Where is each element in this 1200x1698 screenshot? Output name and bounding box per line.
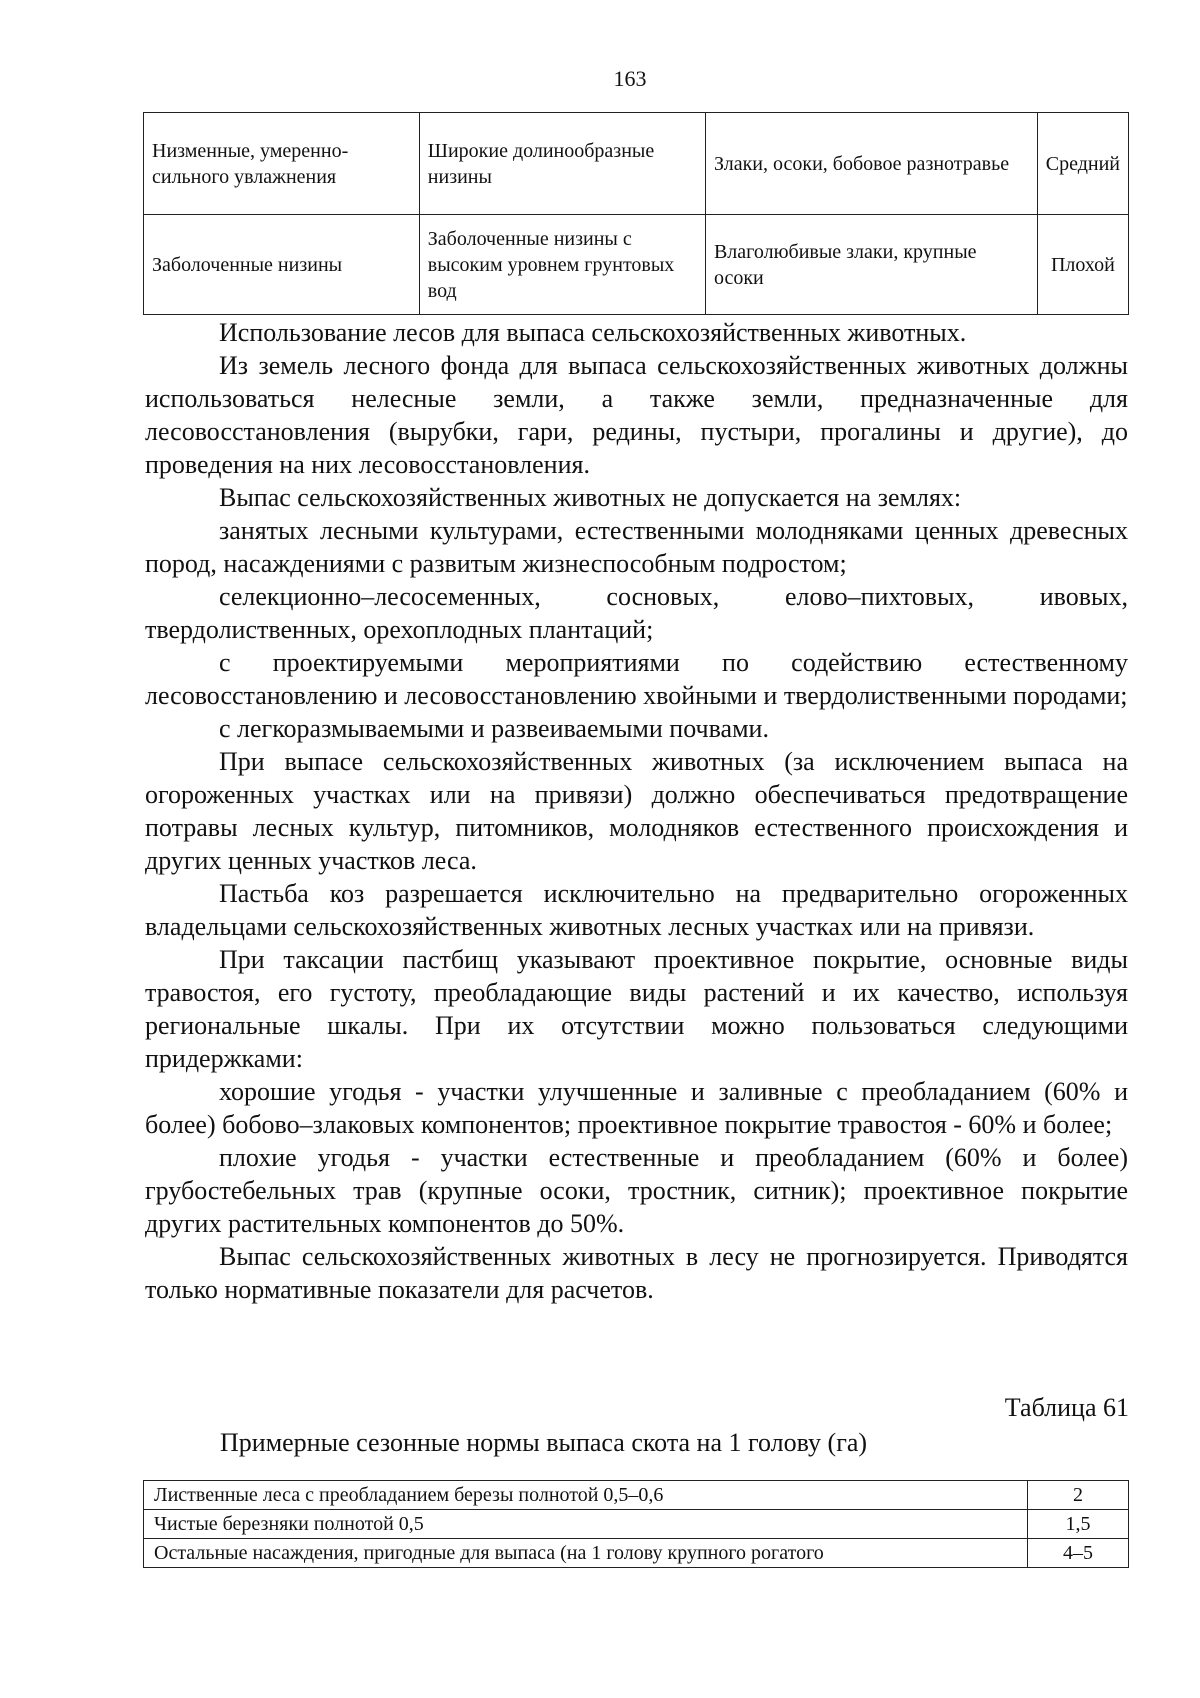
table-row bbox=[144, 1510, 1129, 1539]
table-cell: Злаки, осоки, бобовое разнотравье bbox=[705, 113, 1037, 215]
table-cell: Лиственные леса с преобладанием березы полнотой 0,5–0,6 bbox=[144, 1481, 1028, 1510]
list-item: занятых лесными культурами, естественными молодняками ценных древесных пород, насаждениями с развитым жизнеспособным подростом; bbox=[145, 516, 1128, 578]
table-cell: Плохой bbox=[1037, 215, 1128, 315]
page-number: 163 bbox=[613, 66, 647, 91]
section-heading: Использование лесов для выпаса сельскохозяйственных животных. bbox=[219, 318, 967, 347]
table-row bbox=[144, 1481, 1129, 1510]
list-item: селекционно–лесосеменных, сосновых, елово–пихтовых, ивовых, твердолиственных, орехоплодных плантаций; bbox=[145, 582, 1128, 644]
table-cell: Низменные, умеренно-сильного увлажнения bbox=[144, 113, 420, 215]
list-item: хорошие угодья - участки улучшенные и заливные с преобладанием (60% и более) бобово–злаковых компонентов; проективное покрытие травостоя - 60% и более; bbox=[145, 1077, 1128, 1139]
paragraph: Из земель лесного фонда для выпаса сельскохозяйственных животных должны использоваться нелесные земли, а также земли, предназначенные для лесовосстановления (вырубки, гари, редины, пустыри, прогалины и другие), до проведения на них лесовосстановления. bbox=[145, 351, 1128, 479]
grazing-quality-table bbox=[143, 112, 1129, 315]
body-text bbox=[145, 316, 1128, 1306]
table-cell: Заболоченные низины bbox=[144, 215, 420, 315]
paragraph: Выпас сельскохозяйственных животных не допускается на землях: bbox=[219, 483, 962, 512]
table-label: Таблица 61 bbox=[1004, 1393, 1129, 1422]
table-cell: 2 bbox=[1028, 1481, 1129, 1510]
table-cell: 1,5 bbox=[1028, 1510, 1129, 1539]
table-cell: 4–5 bbox=[1028, 1539, 1129, 1568]
paragraph: Выпас сельскохозяйственных животных в лесу не прогнозируется. Приводятся только нормативные показатели для расчетов. bbox=[145, 1242, 1128, 1304]
list-item: с проектируемыми мероприятиями по содействию естественному лесовосстановлению и лесовосстановлению хвойными и твердолиственными породами; bbox=[145, 648, 1128, 710]
table-cell: Средний bbox=[1037, 113, 1128, 215]
table-cell: Остальные насаждения, пригодные для выпаса (на 1 голову крупного рогатого bbox=[144, 1539, 1028, 1568]
grazing-norms-table bbox=[143, 1480, 1129, 1568]
table-row bbox=[144, 113, 1129, 215]
table-cell: Чистые березняки полнотой 0,5 bbox=[144, 1510, 1028, 1539]
table-row bbox=[144, 1539, 1129, 1568]
table-cell: Широкие долинообразные низины bbox=[419, 113, 705, 215]
list-item: плохие угодья - участки естественные и преобладанием (60% и более) грубостебельных трав (крупные осоки, тростник, ситник); проективное покрытие других растительных компонентов до 50%. bbox=[145, 1143, 1128, 1238]
table-cell: Влаголюбивые злаки, крупные осоки bbox=[705, 215, 1037, 315]
table-cell: Заболоченные низины с высоким уровнем грунтовых вод bbox=[419, 215, 705, 315]
paragraph: При выпасе сельскохозяйственных животных (за исключением выпаса на огороженных участках или на привязи) должно обеспечиваться предотвращение потравы лесных культур, питомников, молодняков естественного происхождения и других ценных участков леса. bbox=[145, 747, 1128, 875]
paragraph: При таксации пастбищ указывают проективное покрытие, основные виды травостоя, его густоту, преобладающие виды растений и их качество, используя региональные шкалы. При их отсутствии можно пользоваться следующими придержками: bbox=[145, 945, 1128, 1073]
list-item: с легкоразмываемыми и развеиваемыми почвами. bbox=[219, 714, 769, 743]
table-row bbox=[144, 215, 1129, 315]
paragraph: Пастьба коз разрешается исключительно на предварительно огороженных владельцами сельскохозяйственных животных лесных участках или на привязи. bbox=[145, 879, 1128, 941]
table-title: Примерные сезонные нормы выпаса скота на 1 голову (га) bbox=[220, 1428, 868, 1457]
